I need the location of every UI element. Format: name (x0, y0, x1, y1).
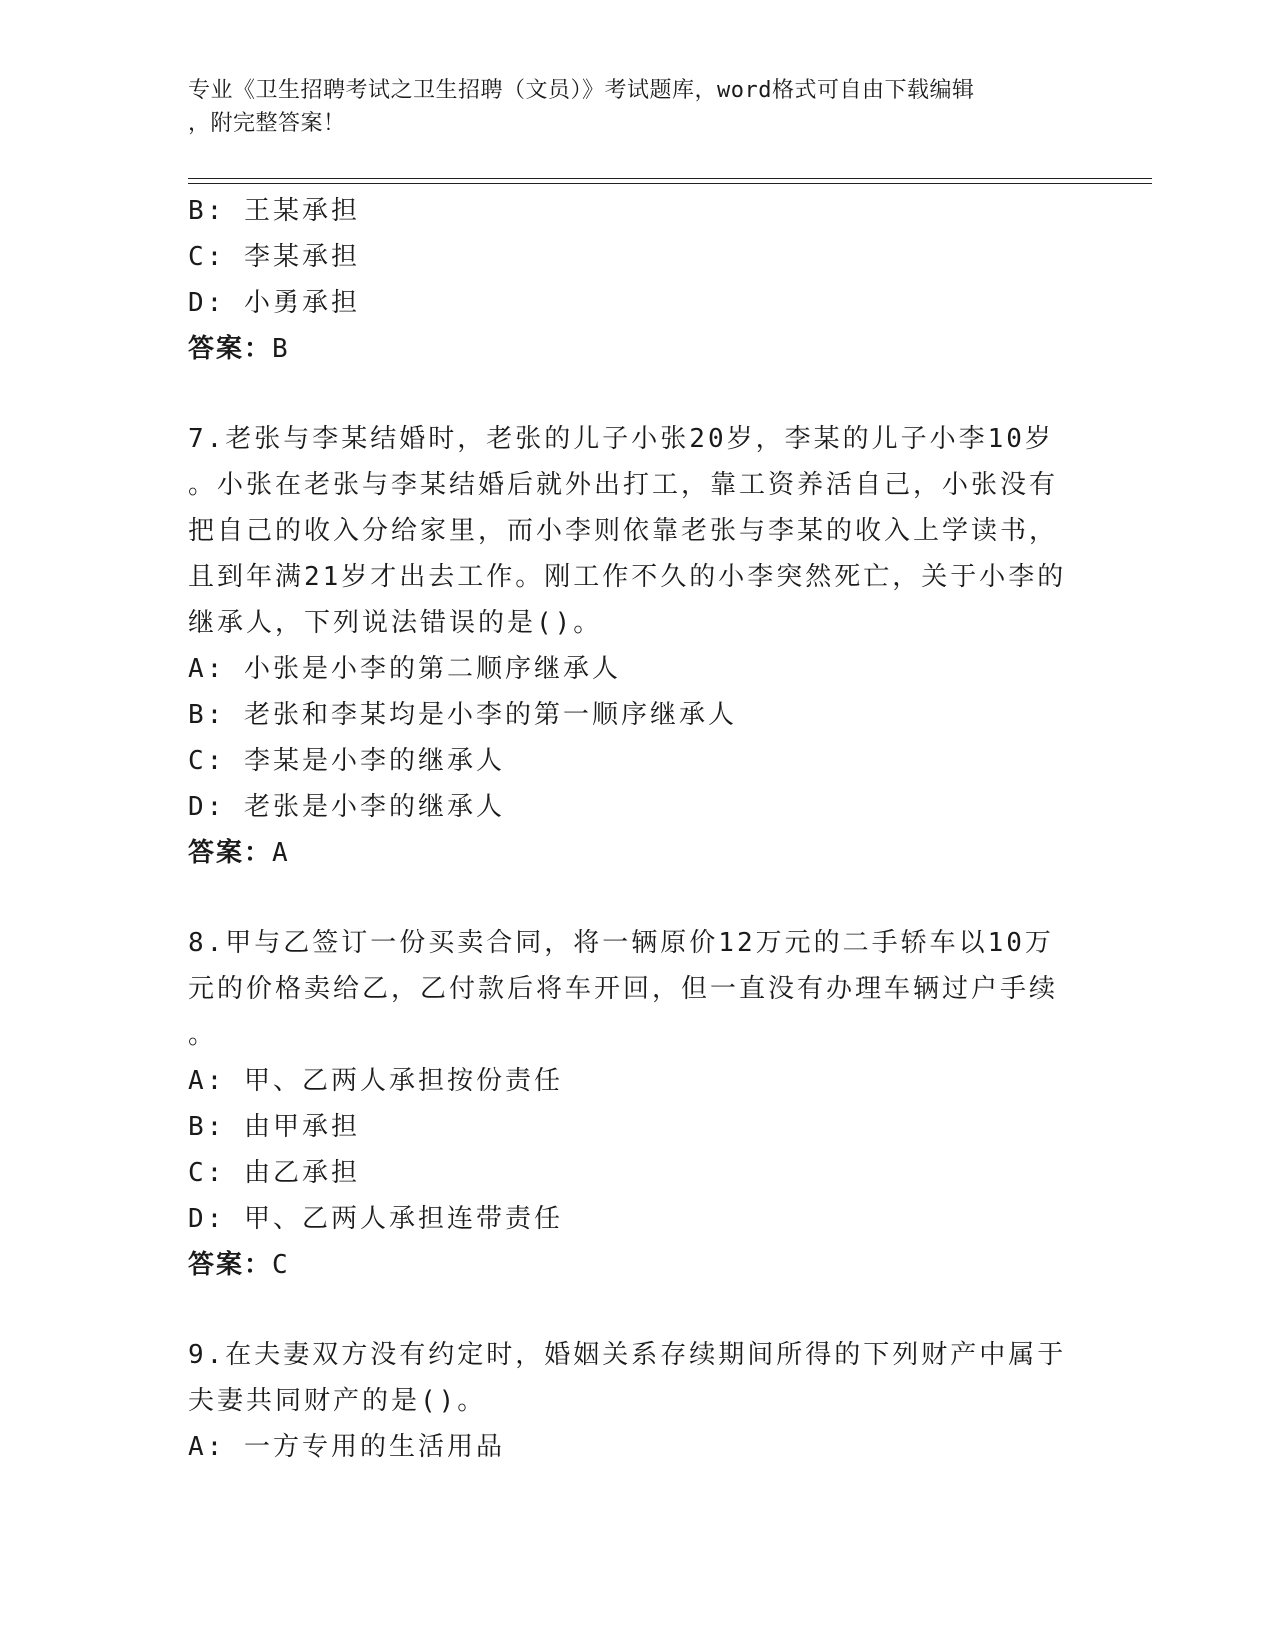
option-c: C: 李某是小李的继承人 (188, 746, 505, 776)
document-header (188, 74, 1068, 140)
answer-label: 答案： (188, 838, 273, 868)
answer-value: A (272, 838, 290, 868)
option-b: B: 老张和李某均是小李的第一顺序继承人 (188, 700, 737, 730)
question-8-line: 元的价格卖给乙，乙付款后将车开回，但一直没有办理车辆过户手续 (188, 974, 1059, 1004)
answer-value: B (272, 334, 290, 364)
option-b: B: 王某承担 (188, 196, 360, 226)
option-a: A: 小张是小李的第二顺序继承人 (188, 654, 621, 684)
question-9 (188, 1332, 1088, 1424)
question-8-line: 。 (188, 1020, 218, 1050)
answer-label: 答案： (188, 1250, 273, 1280)
option-d: D: 甲、乙两人承担连带责任 (188, 1204, 563, 1234)
header-divider-bottom (188, 183, 1152, 184)
option-d: D: 老张是小李的继承人 (188, 792, 505, 822)
question-7-line: 把自己的收入分给家里，而小李则依靠老张与李某的收入上学读书， (188, 516, 1059, 546)
option-d: D: 小勇承担 (188, 288, 360, 318)
question-7 (188, 416, 1088, 646)
question-6-options (188, 188, 1088, 326)
option-b: B: 由甲承担 (188, 1112, 360, 1142)
question-content (188, 188, 1088, 1470)
option-c: C: 李某承担 (188, 242, 360, 272)
question-9-line: 夫妻共同财产的是()。 (188, 1386, 487, 1416)
header-line-1: 专业《卫生招聘考试之卫生招聘（文员）》考试题库，word格式可自由下载编辑 (188, 78, 975, 103)
question-7-line: 继承人，下列说法错误的是()。 (188, 608, 603, 638)
answer-label: 答案： (188, 334, 273, 364)
option-c: C: 由乙承担 (188, 1158, 360, 1188)
header-line-2: ，附完整答案！ (188, 111, 346, 136)
question-8 (188, 920, 1088, 1058)
header-divider-top (188, 178, 1152, 179)
question-7-line: 7.老张与李某结婚时，老张的儿子小张20岁，李某的儿子小李10岁 (188, 424, 1054, 454)
question-6-answer (188, 326, 1088, 372)
question-7-line: 。小张在老张与李某结婚后就外出打工，靠工资养活自己，小张没有 (188, 470, 1059, 500)
question-8-answer (188, 1242, 1088, 1288)
answer-value: C (272, 1250, 290, 1280)
question-9-line: 9.在夫妻双方没有约定时，婚姻关系存续期间所得的下列财产中属于 (188, 1340, 1067, 1370)
option-a: A: 一方专用的生活用品 (188, 1432, 505, 1462)
option-a: A: 甲、乙两人承担按份责任 (188, 1066, 563, 1096)
question-8-options (188, 1058, 1088, 1242)
question-7-answer (188, 830, 1088, 876)
question-9-options (188, 1424, 1088, 1470)
question-7-line: 且到年满21岁才出去工作。刚工作不久的小李突然死亡，关于小李的 (188, 562, 1067, 592)
question-8-line: 8.甲与乙签订一份买卖合同，将一辆原价12万元的二手轿车以10万 (188, 928, 1054, 958)
question-7-options (188, 646, 1088, 830)
